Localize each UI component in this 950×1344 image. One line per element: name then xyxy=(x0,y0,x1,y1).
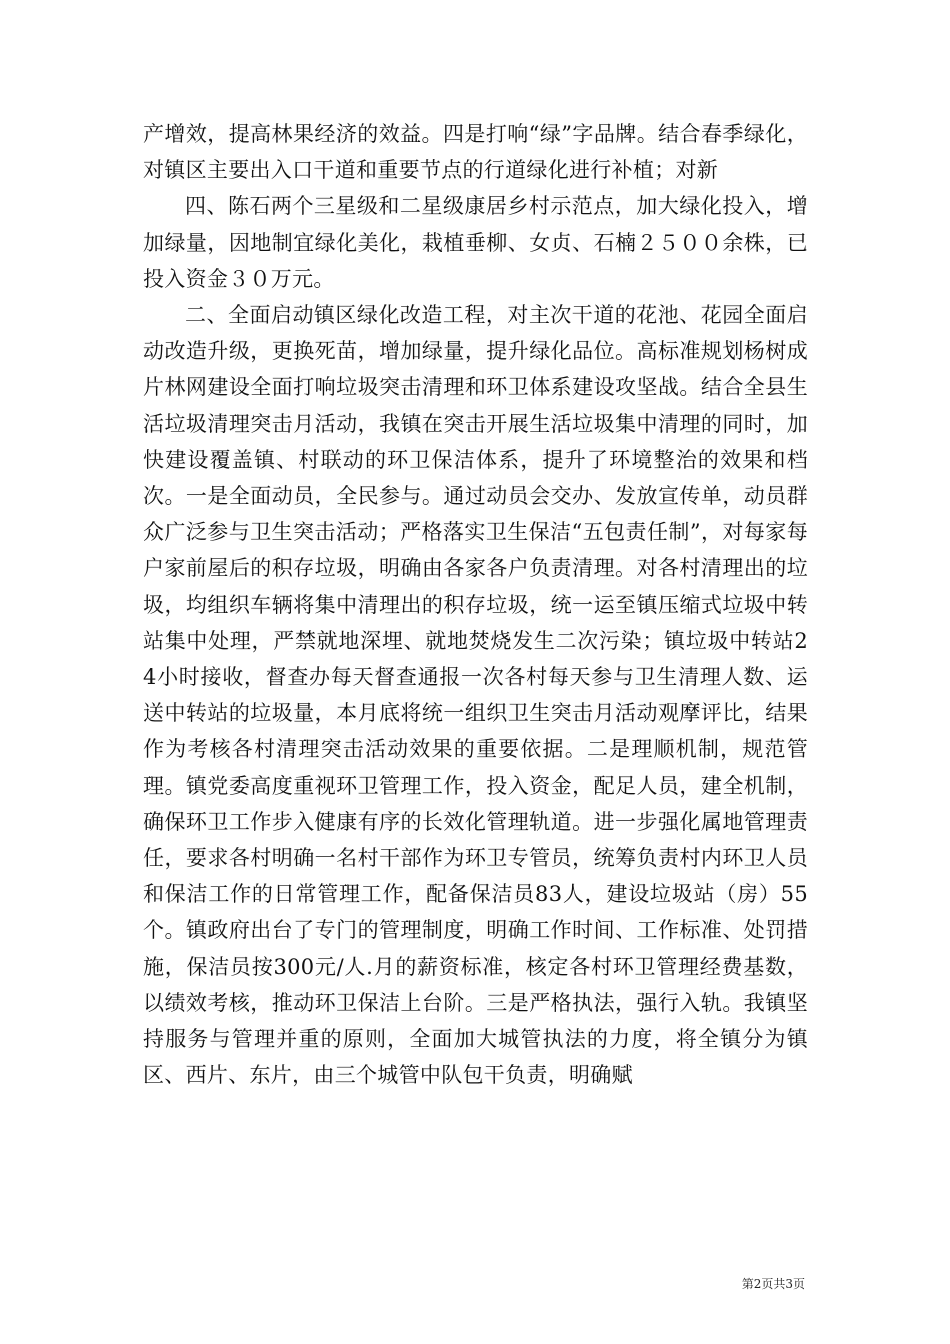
page-number-footer: 第2页共3页 xyxy=(741,1277,805,1291)
paragraph-2: 四、陈石两个三星级和二星级康居乡村示范点，加大绿化投入，增加绿量，因地制宜绿化美化，栽植垂柳、女贞、石楠２５００余株，已投入资金３０万元。 xyxy=(143,194,808,291)
document-body xyxy=(143,116,808,1093)
paragraph-3: 二、全面启动镇区绿化改造工程，对主次干道的花池、花园全面启动改造升级，更换死苗，增加绿量，提升绿化品位。高标准规划杨树成片林网建设全面打响垃圾突击清理和环卫体系建设攻坚战。结合全县生活垃圾清理突击月活动，我镇在突击开展生活垃圾集中清理的同时，加快建设覆盖镇、村联动的环卫保洁体系，提升了环境整治的效果和档次。一是全面动员，全民参与。通过动员会交办、发放宣传单，动员群众广泛参与卫生突击活动；严格落实卫生保洁“五包责任制”，对每家每户家前屋后的积存垃圾，明确由各家各户负责清理。对各村清理出的垃圾，均组织车辆将集中清理出的积存垃圾，统一运至镇压缩式垃圾中转站集中处理，严禁就地深埋、就地焚烧发生二次污染；镇垃圾中转站24小时接收，督查办每天督查通报一次各村每天参与卫生清理人数、运送中转站的垃圾量，本月底将统一组织卫生突击月活动观摩评比，结果作为考核各村清理突击活动效果的重要依据。二是理顺机制，规范管理。镇党委高度重视环卫管理工作，投入资金，配足人员，建全机制，确保环卫工作步入健康有序的长效化管理轨道。进一步强化属地管理责任，要求各村明确一名村干部作为环卫专管员，统筹负责村内环卫人员和保洁工作的日常管理工作，配备保洁员83人，建设垃圾站（房）55个。镇政府出台了专门的管理制度，明确工作时间、工作标准、处罚措施，保洁员按300元/人.月的薪资标准，核定各村环卫管理经费基数，以绩效考核，推动环卫保洁上台阶。三是严格执法，强行入轨。我镇坚持服务与管理并重的原则，全面加大城管执法的力度，将全镇分为镇区、西片、东片，由三个城管中队包干负责，明确赋 xyxy=(143,303,808,1088)
paragraph-1: 产增效，提高林果经济的效益。四是打响“绿”字品牌。结合春季绿化，对镇区主要出入口干道和重要节点的行道绿化进行补植；对新 xyxy=(143,122,808,183)
